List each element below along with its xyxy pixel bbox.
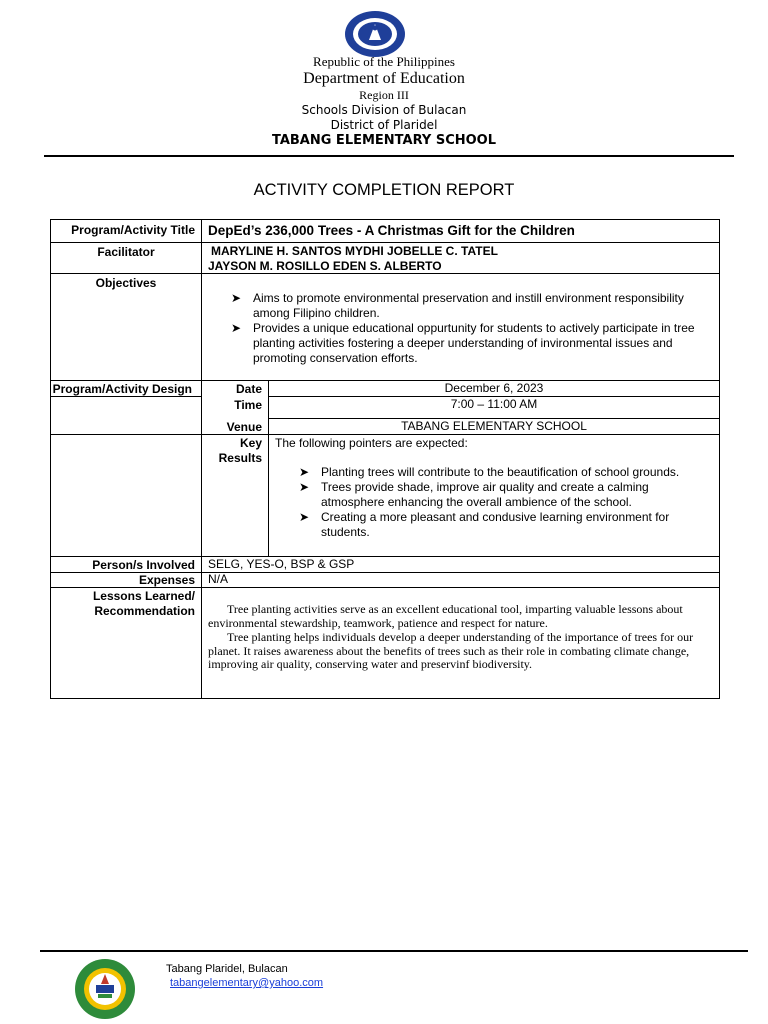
lessons-label-2: Recommendation	[94, 604, 195, 618]
time-label: Time	[234, 398, 262, 412]
footer-email-link[interactable]: tabangelementary@yahoo.com	[170, 977, 324, 989]
arrow-bullet-icon: ➤	[299, 480, 310, 494]
lessons-paragraph-2: Tree planting helps individuals develop a deeper understanding of the importance of trees for our planet. It raises awareness about the benefits of trees such as their role in combating climate change, improving air quality, conserving water and preservinf biodiversity.	[208, 630, 694, 671]
objective-item: ➤ Aims to promote environmental preservation and instill environment responsibility among Filipino children.	[231, 291, 684, 320]
date-value: December 6, 2023	[444, 381, 544, 395]
lessons-paragraph-1: Tree planting activities serve as an excellent educational tool, imparting valuable lessons about environmental stewardship, teamwork, patience and respect for nature.	[208, 602, 683, 630]
row-divider	[51, 242, 719, 243]
header-region: Region III	[359, 88, 409, 102]
row-divider	[51, 434, 719, 435]
arrow-bullet-icon: ➤	[231, 321, 242, 335]
facilitator-label: Facilitator	[97, 245, 155, 259]
expenses-label: Expenses	[138, 573, 195, 587]
school-logo-icon	[74, 958, 136, 1020]
activity-table	[50, 219, 720, 699]
key-results-list	[299, 465, 709, 540]
key-result-item: ➤ Creating a more pleasant and condusive learning environment for students.	[299, 510, 670, 539]
program-title-value: DepEd’s 236,000 Trees - A Christmas Gift for the Children	[208, 223, 575, 238]
facilitator-line-2: JAYSON M. ROSILLO EDEN S. ALBERTO	[208, 259, 442, 273]
footer-divider	[40, 950, 748, 952]
key-results-intro: The following pointers are expected:	[275, 436, 468, 450]
persons-label: Person/s Involved	[92, 558, 195, 572]
footer-address: Tabang Plaridel, Bulacan	[166, 963, 288, 975]
key-result-item: ➤ Planting trees will contribute to the beautification of school grounds.	[299, 465, 680, 479]
venue-label: Venue	[226, 420, 262, 434]
header-department: Department of Education	[303, 70, 465, 87]
program-title-label: Program/Activity Title	[71, 223, 195, 237]
date-label: Date	[235, 382, 262, 396]
facilitator-line-1: MARYLINE H. SANTOS MYDHI JOBELLE C. TATEL	[211, 244, 498, 258]
deped-seal-icon	[343, 10, 407, 58]
objective-item: ➤ Provides a unique educational oppurtunity for students to actively participate in tree planting activities fostering a deeper understanding of invironmental issues and promoting conservation efforts.	[231, 321, 695, 365]
key-results-label-2: Results	[218, 451, 262, 465]
design-label: Program/Activity Design	[52, 382, 192, 396]
objectives-list	[231, 291, 711, 366]
header-republic: Republic of the Philippines	[313, 54, 455, 69]
objectives-label: Objectives	[95, 276, 157, 290]
arrow-bullet-icon: ➤	[299, 465, 310, 479]
header-divider	[44, 155, 734, 157]
time-value: 7:00 – 11:00 AM	[450, 397, 538, 411]
header-school: TABANG ELEMENTARY SCHOOL	[271, 133, 497, 148]
lessons-label-1: Lessons Learned/	[92, 589, 195, 603]
key-results-label-1: Key	[239, 436, 262, 450]
persons-value: SELG, YES-O, BSP & GSP	[208, 557, 355, 571]
row-divider	[51, 556, 719, 557]
key-result-item: ➤ Trees provide shade, improve air quality and create a calming atmosphere enhancing the overall ambience of the school.	[299, 480, 649, 509]
report-title: ACTIVITY COMPLETION REPORT	[253, 181, 515, 199]
expenses-value: N/A	[208, 572, 229, 586]
header-division: Schools Division of Bulacan	[301, 103, 467, 117]
arrow-bullet-icon: ➤	[299, 510, 310, 524]
venue-value: TABANG ELEMENTARY SCHOOL	[401, 419, 587, 433]
header-district: District of Plaridel	[330, 118, 438, 132]
arrow-bullet-icon: ➤	[231, 291, 242, 305]
